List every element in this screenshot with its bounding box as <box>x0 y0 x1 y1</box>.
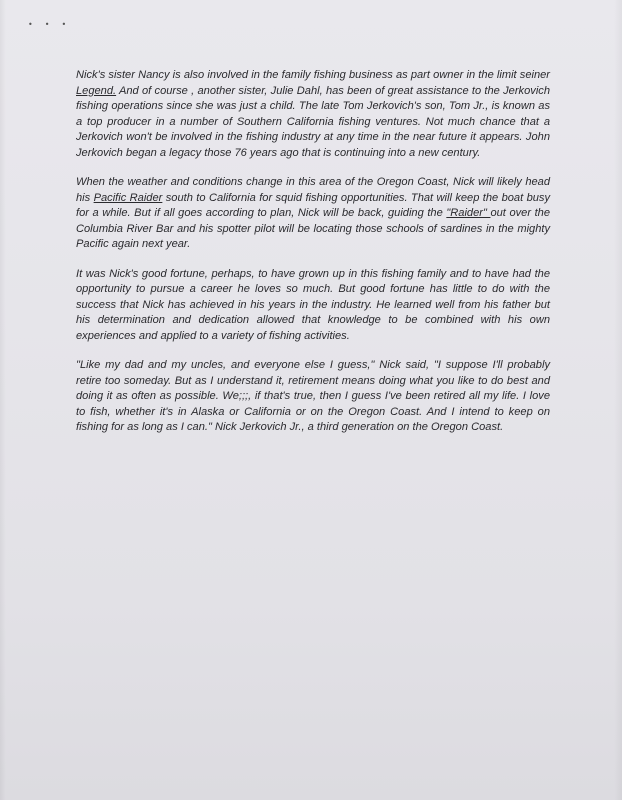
paragraph-1-text-a: Nick's sister Nancy is also involved in the family fishing business as part owner in the limit seiner <box>76 69 550 81</box>
paragraph-2-text-a: When the weather and conditions change in this area of the Oregon Coast, Nick will likely head his <box>76 176 550 204</box>
paragraph-4-text: "Like my dad and my uncles, and everyone else I guess," Nick said, "I suppose I'll probably retire too someday. But as I understand it, retirement means doing what you like to do best and doing it as often as possible. We;;;, if that's true, then I guess I've been retired all my life. I love to fish, whether it's in Alaska or California or on the Oregon Coast. And I intend to keep on fishing for as long as I can." Nick Jerkovich Jr., a third generation on the Oregon Coast. <box>76 359 550 433</box>
document-body <box>76 68 550 450</box>
paragraph-1-text-b: And of course , another sister, Julie Dahl, has been of great assistance to the Jerkovich fishing operations since she was just a child. The late Tom Jerkovich's son, Tom Jr., is known as a top producer in a number of Southern California fishing ventures. Not much chance that a Jerkovich won't be involved in the fishing industry at any time in the near future it appears. John Jerkovich began a legacy those 76 years ago that is continuing into a new century. <box>76 84 550 159</box>
paragraph-2-text-b: south to California for squid fishing opportunities. That will keep the boat busy for a while. But if all goes according to plan, Nick will be back, guiding the <box>76 191 551 219</box>
paragraph-2-text-c: out over the Columbia River Bar and his spotter pilot will be locating those schools of sardines in the mighty Pacific again next year. <box>76 207 551 250</box>
scan-specks: ••• <box>28 20 79 29</box>
paragraph-3-text: It was Nick's good fortune, perhaps, to have grown up in this fishing family and to have had the opportunity to pursue a career he loves so much. But good fortune has little to do with the success that Nick has achieved in his years in the industry. He learned well from his father but his determination and dedication allowed that knowledge to be combined with his own experiences and applied to a variety of fishing activities. <box>76 267 550 342</box>
vessel-name-legend: Legend. <box>76 84 117 97</box>
paragraph-1 <box>76 68 550 161</box>
paragraph-4 <box>76 358 550 436</box>
paragraph-3 <box>76 267 550 345</box>
paragraph-2 <box>76 175 550 253</box>
vessel-name-pacific-raider: Pacific Raider <box>93 191 163 204</box>
vessel-name-raider: "Raider" <box>446 207 491 219</box>
